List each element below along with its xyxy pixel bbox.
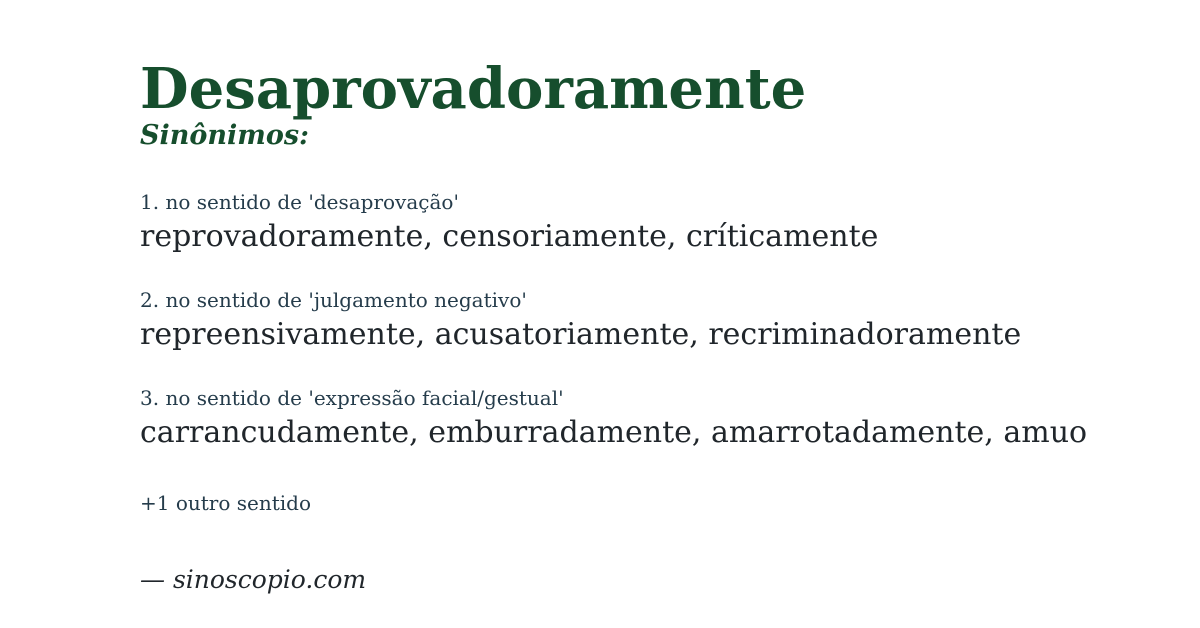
sense-1-synonyms: reprovadoramente, censoriamente, críticamente — [140, 219, 879, 255]
synonym-card — [140, 56, 1160, 595]
sense-2-synonyms: repreensivamente, acusatoriamente, recriminadoramente — [140, 317, 1022, 353]
sense-3-label: 3. no sentido de 'expressão facial/gestual' — [140, 386, 564, 411]
site-attribution: — sinoscopio.com — [140, 565, 367, 595]
word-title: Desaprovadoramente — [140, 56, 807, 122]
more-senses-note: +1 outro sentido — [140, 491, 312, 516]
sense-2-label: 2. no sentido de 'julgamento negativo' — [140, 288, 527, 313]
sense-3-synonyms: carrancudamente, emburradamente, amarrotadamente, amuo — [140, 415, 1088, 451]
sense-item-2 — [140, 288, 1160, 353]
senses-list — [140, 190, 1160, 451]
sense-item-3 — [140, 386, 1160, 451]
synonyms-subtitle: Sinônimos: — [140, 119, 310, 151]
sense-item-1 — [140, 190, 1160, 255]
sense-1-label: 1. no sentido de 'desaprovação' — [140, 190, 459, 215]
